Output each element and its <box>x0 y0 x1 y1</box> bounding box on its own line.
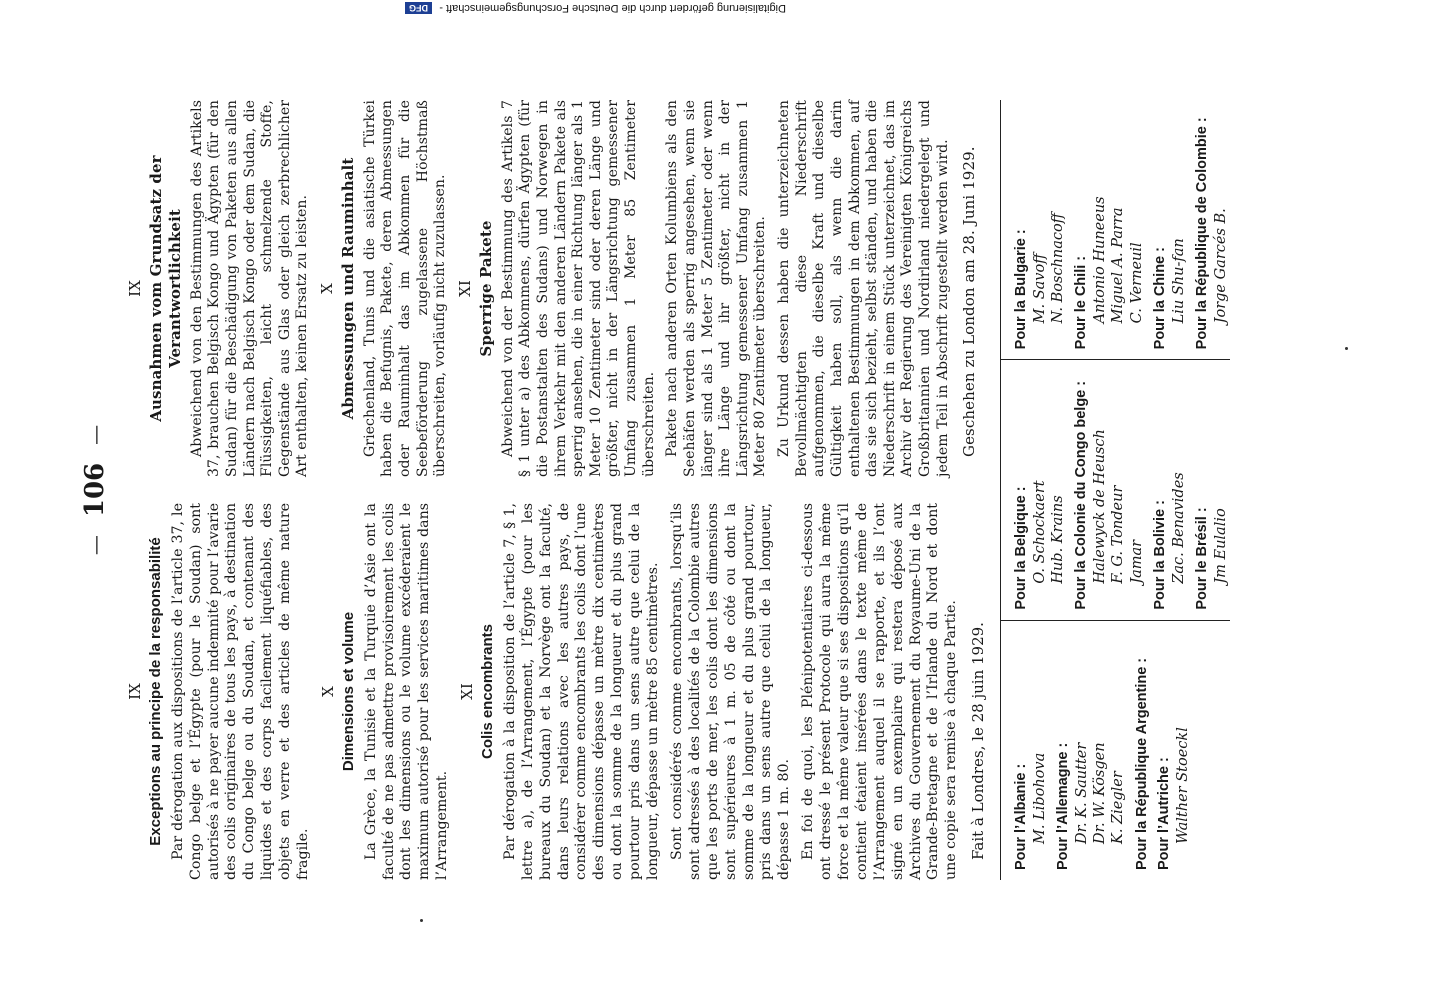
paragraph: Pakete nach anderen Orten Kolumbiens als den Seehäfen werden als sperrig angesehen, wenn sie länger sind als 1 Meter 5 Zentimeter oder wenn ihre Länge und ihr größter, nicht in der Längsrichtung gemessener Umfang zusammen 1 Meter 80 Zentimeter überschreiten. <box>664 100 769 477</box>
signing-date: Fait à Londres, le 28 juin 1929. <box>969 622 988 860</box>
signatory-name: Jamar <box>1128 539 1145 584</box>
signatory-name: C. Verneuil <box>1128 242 1145 324</box>
paragraph: Griechenland, Tunis und die asiatische Türkei haben die Befugnis, Pakete, deren Abmessungen oder Rauminhalt das im Abkommen für die Seebeförderung zugelassene Höchstmaß überschreiten, vorläufig nicht zuzulassen. <box>361 100 449 477</box>
dfg-logo-badge: DFG <box>405 2 432 14</box>
section-number: IX <box>126 280 144 297</box>
section-title: Colis encombrants <box>479 623 497 760</box>
section-number: IX <box>126 683 144 700</box>
signatory-country: Pour l’Allemagne : <box>1055 742 1072 870</box>
section-title: Ausnahmen vom Grundsatz der Verantwortlichkeit <box>146 155 184 422</box>
signatory-country: Pour la Chine : <box>1151 247 1168 350</box>
signatory-country: Pour l’Albanie : <box>1013 763 1030 870</box>
signatory-name: Liu Shu-fan <box>1170 238 1187 324</box>
signatory-names <box>1031 104 1067 349</box>
text-columns <box>120 100 992 880</box>
paragraph: Sont considérés comme encombrants, lorsqu’ils sont adressés à des localités de la Colombie autres que les ports de mer, les colis dont les dimensions sont supérieures à 1 m. 05 de côté ou dont la somme de la longueur et du plus grand pourtour, pris dans un sens autre que celui de la longueur, dépasse 1 m. 80. <box>668 503 793 880</box>
signatory-names <box>1212 104 1230 349</box>
signatory-name: Hub. Krains <box>1050 495 1067 584</box>
section-number: XI <box>458 683 477 700</box>
signatory-country: Pour la Bulgarie : <box>1013 229 1030 350</box>
signatory-name: N. Boschnacoff <box>1050 212 1067 324</box>
section-number: X <box>318 686 337 697</box>
paragraph: Abweichend von der Bestimmung des Artikels 7 § 1 unter a) des Abkommens, dürfen Ägypten (für die Postanstalten des Sudans) und Norwegen in ihrem Verkehr mit den anderen Ländern Pakete als sperrig ansehen, die in einer Richtung länger als 1 Meter 10 Zentimeter sind oder deren Länge und größter, nicht in der Längsrichtung gemessener Umfang zusammen 1 Meter 85 Zentimeter überschreiten. <box>499 100 657 477</box>
signatory-names <box>1031 364 1067 609</box>
signatory-country: Pour l’Autriche : <box>1155 757 1172 870</box>
signatory-name: Antonio Huneeus <box>1092 196 1109 324</box>
german-column <box>120 100 992 477</box>
signatory-country: Pour la Colonie du Congo belge : <box>1073 380 1090 610</box>
signatory-country: Pour la Bolivie : <box>1151 500 1168 610</box>
signatory-names <box>1091 104 1145 349</box>
signatory-names <box>1091 364 1145 609</box>
page-header <box>80 100 110 880</box>
signatory-country: Pour la Belgique : <box>1013 486 1030 610</box>
signatory-name: Walther Stoeckl <box>1174 727 1191 844</box>
signatures-table <box>1000 100 1230 880</box>
signature-column <box>1001 360 1230 620</box>
signatory-name: Dr. W. Kösgen <box>1092 742 1109 844</box>
signatory-name: F. G. Tondeur <box>1110 485 1127 584</box>
section-title: Exceptions au principe de la responsabilité <box>146 537 164 846</box>
page-number: 106 <box>80 462 110 518</box>
paragraph: En foi de quoi, les Plénipotentiaires ci-dessous ont dressé le présent Protocole qui aura la même force et la même valeur que si ses dispositions qu’il contient étaient insérées dans le texte même de l’Arrangement auquel il se rapporte, et ils l’ont signé en un exemplaire qui restera déposé aux Archives du Gouvernement du Royaume-Uni de la Grande-Bretagne et de l’Irlande du Nord et dont une copie sera remise à chaque Partie. <box>800 503 960 880</box>
digitization-note <box>6 2 786 14</box>
paragraph: Par dérogation à la disposition de l’article 7, § 1, lettre a), de l’Arrangement, l’Égypte (pour les bureaux du Soudan) et la Norvège ont la faculté, dans leurs relations avec les autres pays, de considérer comme encombrants les colis dont l’une des dimensions dépasse un mètre dix centimètres ou dont la somme de la longueur et du plus grand pourtour pris dans un sens autre que celui de la longueur, dépasse un mètre 85 centimètres. <box>501 503 662 880</box>
signatory-country: Pour le Brésil : <box>1193 507 1210 610</box>
digitization-note-text: Digitalisierung gefördert durch die Deutsche Forschungsgemeinschaft - <box>439 2 786 14</box>
section-number: X <box>318 283 337 294</box>
signatory-name: Miguel A. Parra <box>1110 207 1127 324</box>
signatory-names <box>1073 625 1127 870</box>
paragraph: La Grèce, la Tunisie et la Turquie d’Asie ont la faculté de ne pas admettre provisoirement les colis dont les dimensions ou le volume excéderaient le maximum autorisé pour les services maritimes dans l’Arrangement. <box>362 503 451 880</box>
signatory-names <box>1170 364 1188 609</box>
signatory-name: Halewyck de Heusch <box>1092 429 1109 584</box>
section-title: Sperrige Pakete <box>476 220 495 357</box>
signature-column <box>1001 100 1230 360</box>
french-column <box>120 503 992 880</box>
section-number: XI <box>455 280 474 297</box>
signatory-name: Jorge Garcés B. <box>1212 208 1229 324</box>
signatory-name: Dr. K. Sautter <box>1074 742 1091 844</box>
signatory-names <box>1031 625 1049 870</box>
signature-column <box>1001 621 1230 880</box>
section-title: Dimensions et volume <box>339 611 357 772</box>
signatory-country: Pour le Chili : <box>1073 255 1090 350</box>
signatory-name: K. Ziegler <box>1110 771 1127 844</box>
signatory-name: M. Savoff <box>1032 253 1049 324</box>
signing-date: Geschehen zu London am 28. Juni 1929. <box>960 146 979 457</box>
signatory-names <box>1170 104 1188 349</box>
signatory-names <box>1174 625 1192 870</box>
signatory-name: O. Schockaert <box>1032 480 1049 584</box>
page-content <box>80 100 1230 880</box>
signatory-name: Zac. Benavides <box>1170 472 1187 584</box>
scan-speck <box>420 919 423 922</box>
header-dash-left: — <box>83 535 107 556</box>
signatory-country: Pour la République de Colombie : <box>1193 117 1210 350</box>
header-dash-right: — <box>83 424 107 445</box>
section-title: Abmessungen und Rauminhalt <box>338 157 357 420</box>
signatory-names <box>1212 364 1230 609</box>
signatory-country: Pour la République Argentine : <box>1133 657 1150 870</box>
paragraph: Par dérogation aux dispositions de l’article 37, le Congo belge et l’Égypte (pour le Soudan) sont autorisés à ne payer aucune indemnité pour l’avarie des colis originaires de tous les pays, à destination du Congo belge ou du Soudan, et contenant des liquides et des corps facilement liquéfiables, des objets en verre et des articles de même nature fragile. <box>169 503 312 880</box>
paragraph: Zu Urkund dessen haben die unterzeichneten Bevollmächtigten diese Niederschrift aufgenommen, die dieselbe Kraft und dieselbe Gültigkeit haben soll, als wenn die darin enthaltenen Bestimmungen in dem Abkommen, auf das sie sich bezieht, selbst ständen, und haben die Niederschrift in einem Stück unterzeichnet, das im Archiv der Regierung des Vereinigten Königreichs Großbritannien und Nordirland niedergelegt und jedem Teil in Abschrift zugestellt werden wird. <box>776 100 951 477</box>
signatory-name: M. Libohova <box>1032 752 1049 844</box>
signatory-name: Jm Eulalio <box>1212 508 1229 584</box>
scan-speck <box>1345 347 1348 350</box>
paragraph: Abweichend von den Bestimmungen des Artikels 37, brauchen Belgisch Kongo und Ägypten (für den Sudan) für die Beschädigung von Paketen aus allen Ländern nach Belgisch Kongo oder dem Sudan, die Flüssigkeiten, leicht schmelzende Stoffe, Gegenstände aus Glas oder gleich zerbrechlicher Art enthalten, keinen Ersatz zu leisten. <box>188 100 311 477</box>
